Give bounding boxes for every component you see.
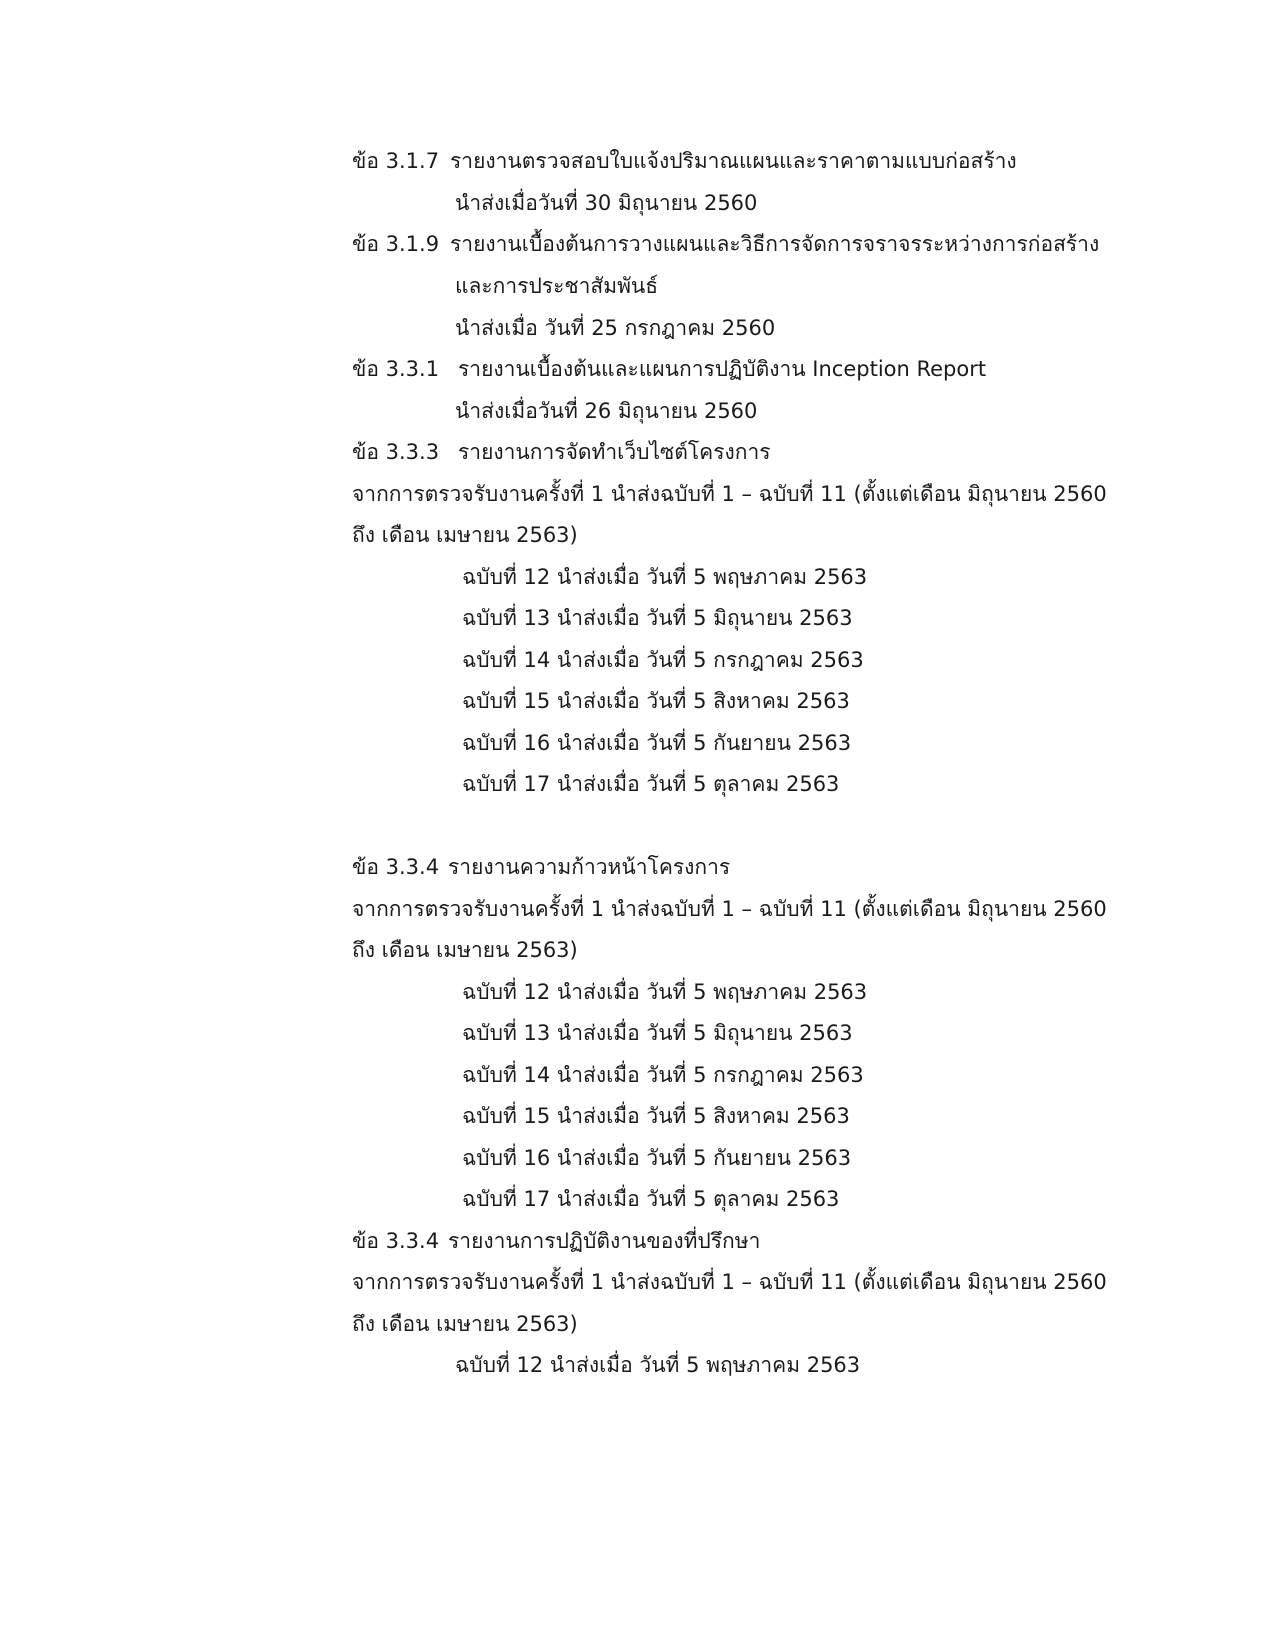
item-intro: จากการตรวจรับงานครั้งที่ 1 นำส่งฉบับที่ 1 – ฉบับที่ 11 (ตั้งแต่เดือน มิถุนายน 2560 — [352, 897, 1107, 921]
issue-line: ฉบับที่ 16 นำส่งเมื่อ วันที่ 5 กันยายน 2563 — [462, 731, 852, 755]
item-title: รายงานเบื้องต้นและแผนการปฏิบัติงาน Inception Report — [458, 357, 987, 381]
item-label: ข้อ 3.3.1 — [352, 357, 440, 381]
item-title: รายงานการจัดทำเว็บไซต์โครงการ — [458, 440, 771, 464]
issue-line: ฉบับที่ 17 นำส่งเมื่อ วันที่ 5 ตุลาคม 2563 — [462, 1187, 840, 1211]
issue-line: ฉบับที่ 12 นำส่งเมื่อ วันที่ 5 พฤษภาคม 2563 — [462, 980, 868, 1004]
issue-line: ฉบับที่ 12 นำส่งเมื่อ วันที่ 5 พฤษภาคม 2563 — [455, 1353, 861, 1377]
item-subline: นำส่งเมื่อ วันที่ 25 กรกฎาคม 2560 — [455, 316, 776, 340]
issue-line: ฉบับที่ 16 นำส่งเมื่อ วันที่ 5 กันยายน 2563 — [462, 1146, 852, 1170]
item-intro: จากการตรวจรับงานครั้งที่ 1 นำส่งฉบับที่ 1 – ฉบับที่ 11 (ตั้งแต่เดือน มิถุนายน 2560 — [352, 482, 1107, 506]
issue-line: ฉบับที่ 13 นำส่งเมื่อ วันที่ 5 มิถุนายน 2563 — [462, 1021, 853, 1045]
item-intro: จากการตรวจรับงานครั้งที่ 1 นำส่งฉบับที่ 1 – ฉบับที่ 11 (ตั้งแต่เดือน มิถุนายน 2560 — [352, 1270, 1107, 1294]
item-label: ข้อ 3.3.3 — [352, 440, 440, 464]
issue-line: ฉบับที่ 14 นำส่งเมื่อ วันที่ 5 กรกฎาคม 2563 — [462, 1063, 864, 1087]
issue-line: ฉบับที่ 12 นำส่งเมื่อ วันที่ 5 พฤษภาคม 2563 — [462, 565, 868, 589]
item-title: รายงานเบื้องต้นการวางแผนและวิธีการจัดการจราจรระหว่างการก่อสร้าง — [450, 232, 1100, 256]
item-label: ข้อ 3.3.4 — [352, 855, 440, 879]
item-title: รายงานตรวจสอบใบแจ้งปริมาณแผนและราคาตามแบบก่อสร้าง — [450, 149, 1017, 173]
item-subline: นำส่งเมื่อวันที่ 30 มิถุนายน 2560 — [455, 191, 758, 215]
issue-line: ฉบับที่ 15 นำส่งเมื่อ วันที่ 5 สิงหาคม 2563 — [462, 1104, 850, 1128]
item-label: ข้อ 3.1.9 — [352, 232, 440, 256]
item-subline: และการประชาสัมพันธ์ — [455, 274, 659, 298]
issue-line: ฉบับที่ 13 นำส่งเมื่อ วันที่ 5 มิถุนายน 2563 — [462, 606, 853, 630]
issue-line: ฉบับที่ 17 นำส่งเมื่อ วันที่ 5 ตุลาคม 2563 — [462, 772, 840, 796]
item-intro: ถึง เดือน เมษายน 2563) — [352, 523, 578, 547]
item-subline: นำส่งเมื่อวันที่ 26 มิถุนายน 2560 — [455, 399, 758, 423]
item-label: ข้อ 3.1.7 — [352, 149, 440, 173]
item-intro: ถึง เดือน เมษายน 2563) — [352, 1312, 578, 1336]
item-intro: ถึง เดือน เมษายน 2563) — [352, 938, 578, 962]
issue-line: ฉบับที่ 15 นำส่งเมื่อ วันที่ 5 สิงหาคม 2563 — [462, 689, 850, 713]
item-title: รายงานการปฏิบัติงานของที่ปรึกษา — [448, 1229, 761, 1253]
issue-line: ฉบับที่ 14 นำส่งเมื่อ วันที่ 5 กรกฎาคม 2563 — [462, 648, 864, 672]
item-title: รายงานความก้าวหน้าโครงการ — [448, 855, 731, 879]
item-label: ข้อ 3.3.4 — [352, 1229, 440, 1253]
